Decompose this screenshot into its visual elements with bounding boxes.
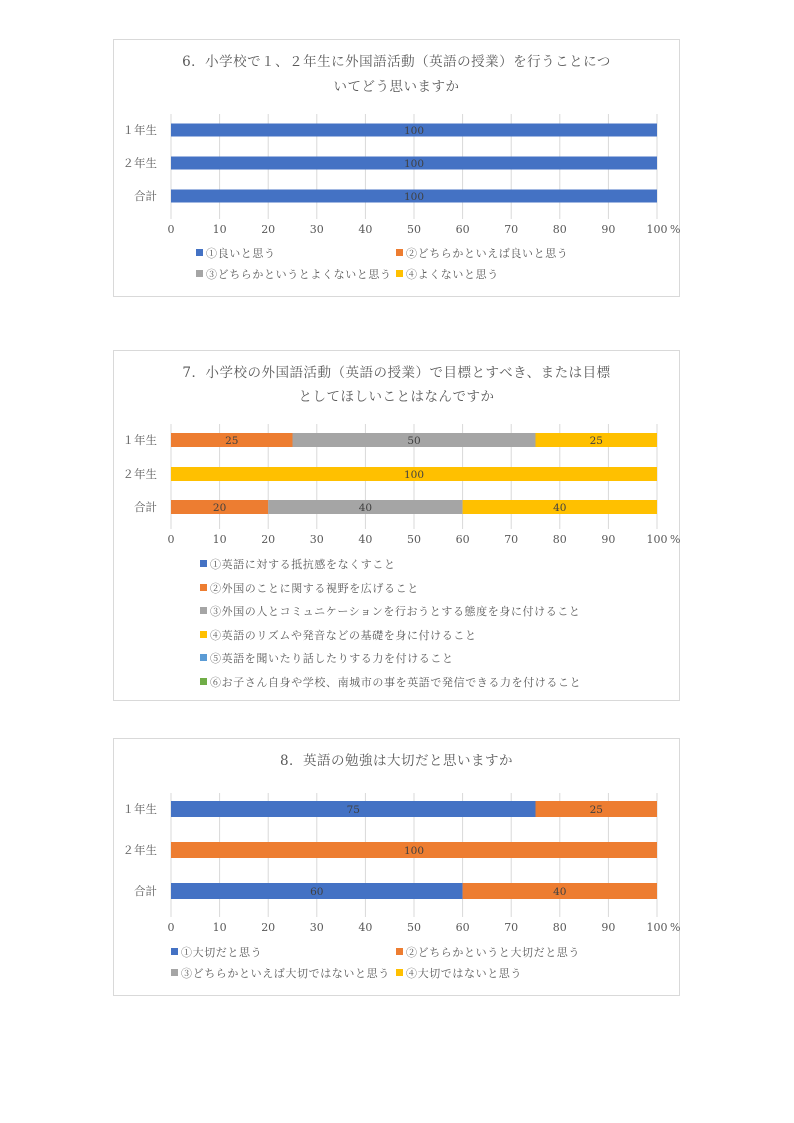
- x-tick-label: 50: [407, 533, 421, 546]
- legend-swatch: [200, 560, 207, 567]
- legend-label: ②どちらかというと大切だと思う: [406, 946, 580, 959]
- data-label: 25: [225, 435, 239, 447]
- chart-title: 8．英語の勉強は大切だと思いますか: [279, 753, 514, 769]
- data-label: 20: [212, 502, 227, 514]
- legend-label: ④英語のリズムや発音などの基礎を身に付けること: [210, 628, 477, 642]
- x-tick-label: 80: [552, 921, 567, 934]
- data-label: 50: [407, 435, 421, 447]
- x-tick-label: 0: [167, 921, 175, 934]
- legend-swatch: [200, 584, 207, 591]
- chart-7-plot: [114, 351, 681, 702]
- x-tick-label: 20: [261, 921, 276, 934]
- category-label: ２年生: [122, 467, 157, 481]
- chart-title-line-1: 7．小学校の外国語活動（英語の授業）で目標とすべき、または目標: [182, 365, 611, 381]
- data-label: 75: [346, 804, 360, 816]
- x-tick-label: 10: [212, 533, 227, 546]
- x-tick-label: 40: [358, 533, 373, 546]
- legend-swatch: [396, 249, 403, 256]
- category-label: １年生: [122, 123, 157, 137]
- legend-label: ③どちらかといえば大切ではないと思う: [181, 967, 390, 980]
- x-axis-unit: %: [670, 223, 681, 236]
- x-tick-label: 20: [261, 533, 276, 546]
- data-label: 100: [403, 191, 425, 203]
- x-tick-label: 0: [167, 223, 175, 236]
- legend-item: [200, 558, 396, 572]
- category-label: ２年生: [122, 843, 157, 857]
- legend-item: [200, 652, 454, 666]
- x-tick-label: 90: [601, 223, 616, 236]
- legend-item: [171, 967, 390, 981]
- data-label: 100: [403, 158, 425, 170]
- legend-swatch: [200, 678, 207, 685]
- legend-item: [200, 676, 581, 690]
- chart-7-container: [113, 350, 680, 701]
- legend-swatch: [200, 654, 207, 661]
- legend-label: ③外国の人とコミュニケーションを行おうとする態度を身に付けること: [210, 605, 581, 618]
- x-tick-label: 90: [601, 533, 616, 546]
- x-tick-label: 70: [504, 223, 519, 236]
- legend-label: ①英語に対する抵抗感をなくすこと: [210, 558, 396, 571]
- data-label: 40: [358, 502, 373, 514]
- legend-label: ①大切だと思う: [181, 946, 263, 959]
- data-label: 100: [403, 125, 425, 137]
- category-label: １年生: [122, 802, 157, 816]
- x-tick-label: 60: [455, 921, 470, 934]
- x-tick-label: 40: [358, 223, 373, 236]
- data-label: 40: [553, 886, 567, 898]
- x-tick-label: 100: [646, 921, 668, 934]
- legend-item: [171, 946, 262, 960]
- legend-swatch: [396, 948, 403, 955]
- legend-label: ⑥お子さん自身や学校、南城市の事を英語で発信できる力を付けること: [210, 675, 582, 689]
- x-axis-unit: %: [670, 533, 681, 546]
- category-label: ２年生: [122, 156, 157, 170]
- legend-label: ①良いと思う: [206, 247, 276, 260]
- legend-swatch: [200, 607, 207, 614]
- chart-title-line-2: としてほしいことはなんですか: [298, 389, 495, 405]
- legend-swatch: [171, 969, 178, 976]
- legend-label: ③どちらかというとよくないと思う: [206, 268, 392, 281]
- data-label: 60: [310, 886, 324, 898]
- legend-item: [396, 967, 522, 981]
- x-axis-unit: %: [670, 921, 681, 934]
- legend-item: [200, 605, 581, 619]
- x-tick-label: 60: [455, 223, 470, 236]
- legend-swatch: [200, 631, 207, 638]
- category-label: １年生: [122, 433, 157, 447]
- legend-swatch: [196, 270, 203, 277]
- legend-item: [200, 629, 477, 643]
- x-tick-label: 70: [504, 921, 519, 934]
- x-tick-label: 0: [167, 533, 175, 546]
- x-tick-label: 10: [212, 223, 227, 236]
- x-tick-label: 90: [601, 921, 616, 934]
- x-tick-label: 30: [309, 533, 324, 546]
- x-tick-label: 30: [309, 921, 324, 934]
- chart-8-container: [113, 738, 680, 996]
- x-tick-label: 100: [646, 533, 668, 546]
- legend-item: [396, 247, 568, 261]
- x-tick-label: 70: [504, 533, 519, 546]
- legend-item: [200, 582, 419, 596]
- data-label: 100: [403, 845, 425, 857]
- x-tick-label: 20: [261, 223, 276, 236]
- x-tick-label: 30: [309, 223, 324, 236]
- legend-label: ④大切ではないと思う: [406, 967, 522, 980]
- data-label: 25: [589, 435, 603, 447]
- data-label: 100: [403, 469, 425, 481]
- data-label: 40: [553, 502, 567, 514]
- x-tick-label: 10: [212, 921, 227, 934]
- x-tick-label: 40: [358, 921, 373, 934]
- legend-item: [396, 946, 580, 960]
- chart-6-container: [113, 39, 680, 297]
- category-label: 合計: [134, 189, 157, 203]
- category-label: 合計: [134, 500, 157, 514]
- x-tick-label: 50: [407, 921, 421, 934]
- x-tick-label: 50: [407, 223, 421, 236]
- legend-item: [396, 268, 499, 282]
- x-tick-label: 100: [646, 223, 668, 236]
- x-tick-label: 80: [552, 533, 567, 546]
- legend-item: [196, 247, 276, 261]
- legend-label: ④よくないと思う: [406, 268, 499, 281]
- legend-swatch: [196, 249, 203, 256]
- legend-swatch: [396, 969, 403, 976]
- legend-label: ⑤英語を聞いたり話したりする力を付けること: [210, 652, 454, 665]
- data-label: 25: [589, 804, 603, 816]
- legend-label: ②どちらかといえば良いと思う: [406, 247, 569, 260]
- chart-title-line-2: いてどう思いますか: [333, 79, 460, 95]
- chart-title-line-1: 6．小学校で１、２年生に外国語活動（英語の授業）を行うことにつ: [182, 54, 611, 70]
- x-tick-label: 80: [552, 223, 567, 236]
- legend-item: [196, 268, 392, 282]
- x-tick-label: 60: [455, 533, 470, 546]
- legend-label: ②外国のことに関する視野を広げること: [210, 581, 419, 595]
- legend-swatch: [171, 948, 178, 955]
- category-label: 合計: [134, 884, 157, 898]
- legend-swatch: [396, 270, 403, 277]
